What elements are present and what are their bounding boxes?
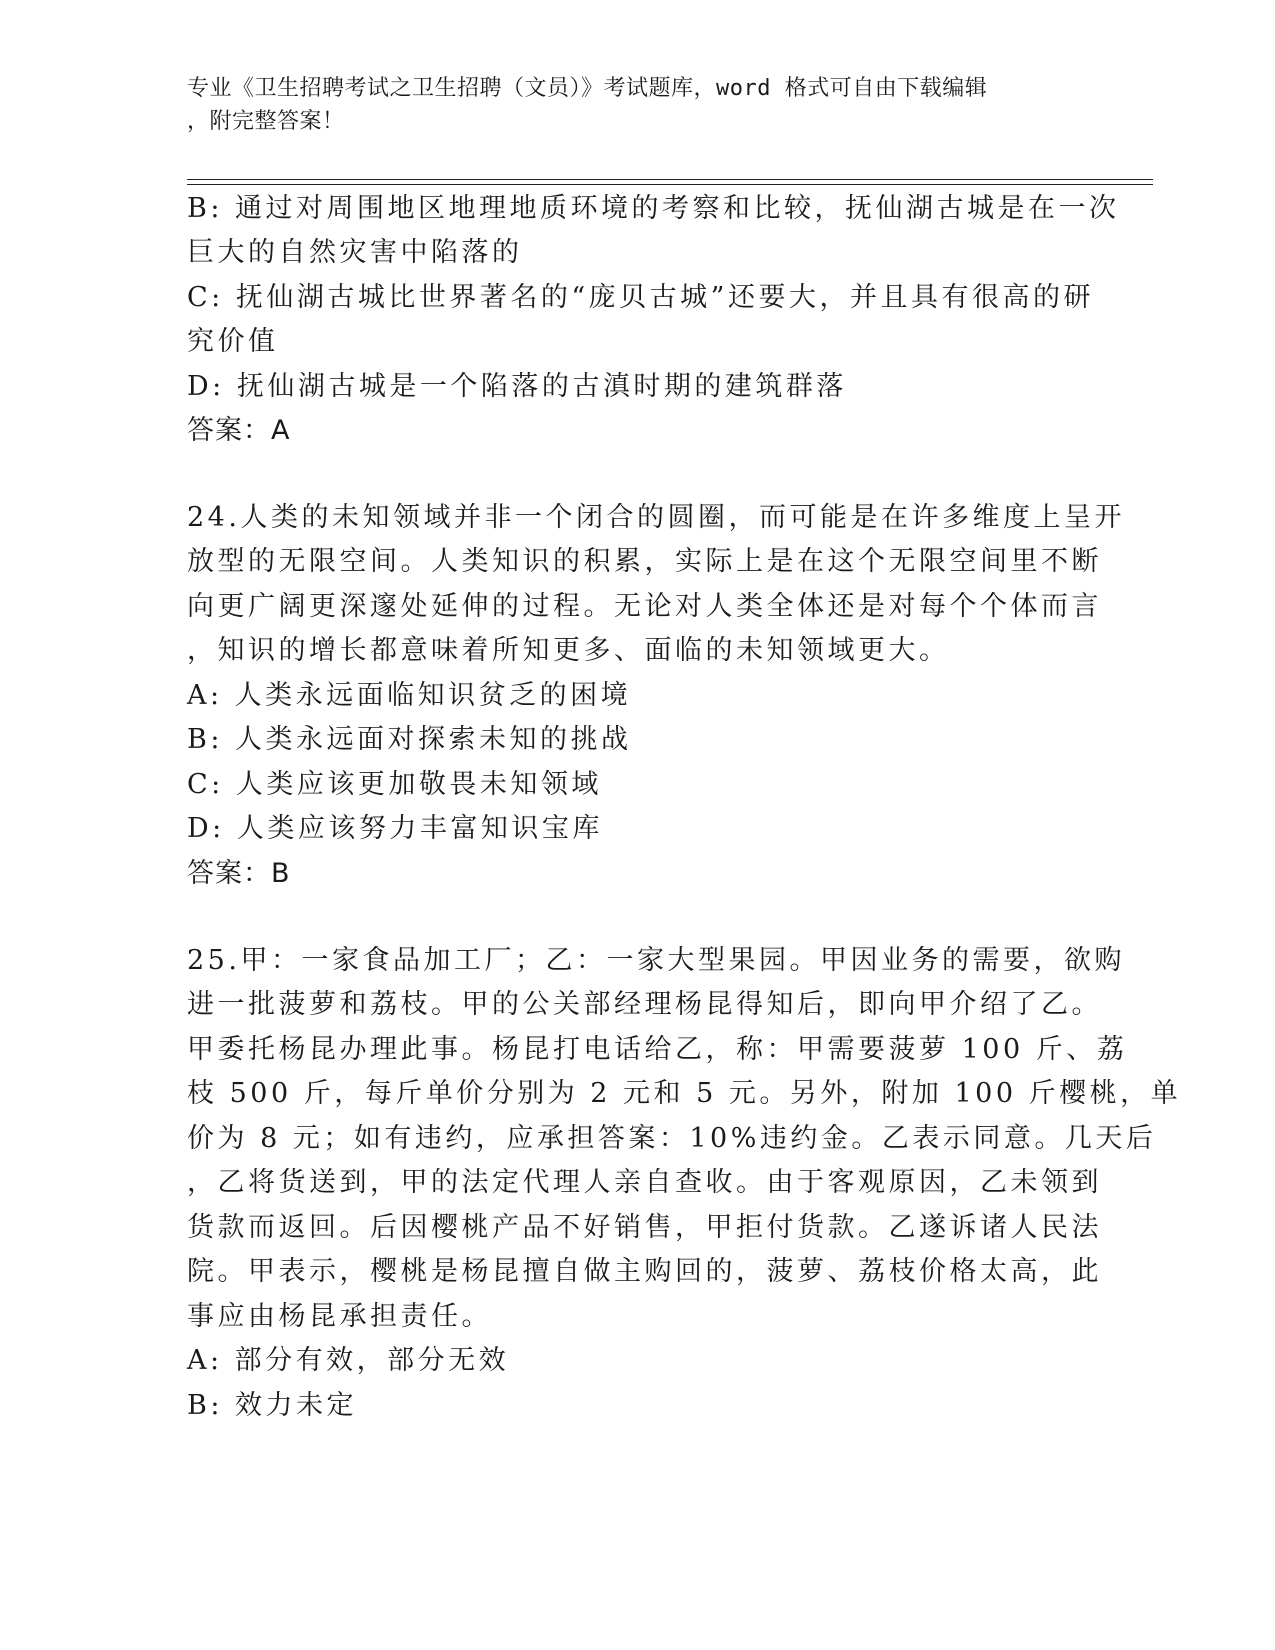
page-header (187, 72, 1067, 138)
q25-stem-line-6: ，乙将货送到，甲的法定代理人亲自查收。由于客观原因，乙未领到 (187, 1167, 1102, 1198)
header-divider-bottom (187, 184, 1153, 185)
q25-stem-line-4: 枝 500 斤，每斤单价分别为 2 元和 5 元。另外，附加 100 斤樱桃，单 (187, 1078, 1182, 1109)
q23-answer: 答案：A (187, 415, 291, 446)
q25-stem-line-8: 院。甲表示，樱桃是杨昆擅自做主购回的，菠萝、荔枝价格太高，此 (187, 1256, 1102, 1287)
q24-stem-line-3: 向更广阔更深邃处延伸的过程。无论对人类全体还是对每个个体而言 (187, 591, 1102, 622)
q23-option-c-line-1: C: 抚仙湖古城比世界著名的“庞贝古城”还要大，并且具有很高的研 (187, 282, 1094, 313)
q24-stem-line-1: 24.人类的未知领域并非一个闭合的圆圈，而可能是在许多维度上呈开 (187, 502, 1125, 533)
q25-option-a: A: 部分有效，部分无效 (187, 1345, 510, 1376)
q25-stem-line-5: 价为 8 元；如有违约，应承担答案：10%违约金。乙表示同意。几天后 (187, 1123, 1157, 1154)
header-divider-top (187, 179, 1153, 180)
q23-option-d: D: 抚仙湖古城是一个陷落的古滇时期的建筑群落 (187, 371, 847, 402)
q25-stem-line-7: 货款而返回。后因樱桃产品不好销售，甲拒付货款。乙遂诉诸人民法 (187, 1212, 1102, 1243)
q24-option-c: C: 人类应该更加敬畏未知领域 (187, 769, 602, 800)
q24-option-b: B: 人类永远面对探索未知的挑战 (187, 724, 632, 755)
header-title-line-1: 专业《卫生招聘考试之卫生招聘（文员）》考试题库，word 格式可自由下载编辑 (187, 76, 988, 101)
q23-option-c-line-2: 究价值 (187, 326, 279, 357)
q25-stem-line-1: 25.甲：一家食品加工厂；乙：一家大型果园。甲因业务的需要，欲购 (187, 945, 1125, 976)
q25-option-b: B: 效力未定 (187, 1390, 358, 1421)
q24-stem-line-4: ，知识的增长都意味着所知更多、面临的未知领域更大。 (187, 635, 950, 666)
q25-stem-line-9: 事应由杨昆承担责任。 (187, 1301, 492, 1332)
header-title-line-2: ，附完整答案！ (187, 109, 345, 134)
q24-answer: 答案：B (187, 858, 291, 889)
q25-stem-line-3: 甲委托杨昆办理此事。杨昆打电话给乙，称：甲需要菠萝 100 斤、荔 (187, 1034, 1128, 1065)
q25-stem-line-2: 进一批菠萝和荔枝。甲的公关部经理杨昆得知后，即向甲介绍了乙。 (187, 989, 1102, 1020)
q24-option-d: D: 人类应该努力丰富知识宝库 (187, 813, 603, 844)
q23-option-b-line-2: 巨大的自然灾害中陷落的 (187, 237, 523, 268)
q24-stem-line-2: 放型的无限空间。人类知识的积累，实际上是在这个无限空间里不断 (187, 546, 1102, 577)
q23-option-b-line-1: B: 通过对周围地区地理地质环境的考察和比较，抚仙湖古城是在一次 (187, 193, 1120, 224)
q24-option-a: A: 人类永远面临知识贫乏的困境 (187, 680, 632, 711)
